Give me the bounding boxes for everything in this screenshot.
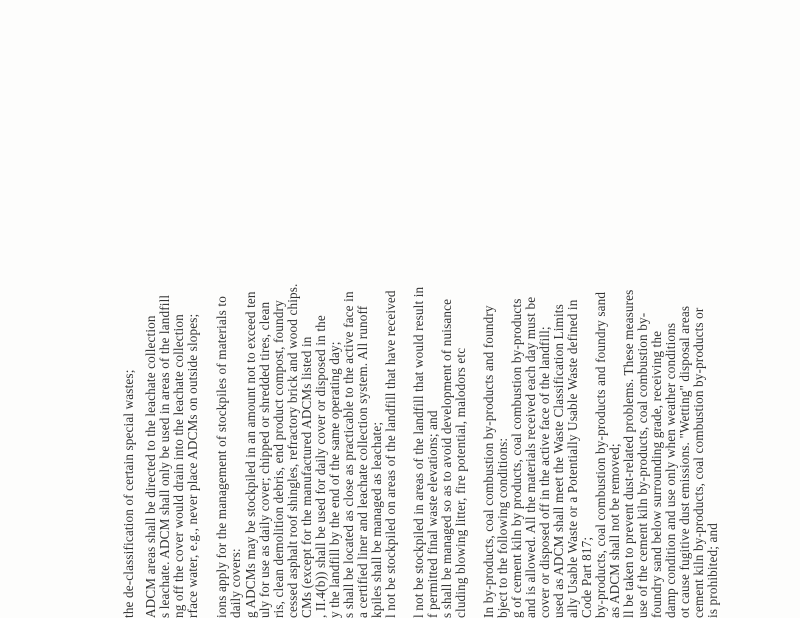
text-line: as ADCM shall not be removed; — [607, 443, 622, 618]
text-line: kpiles shall be managed as leachate; — [369, 421, 384, 618]
text-line: and is allowed. All the materials received each day must be — [523, 296, 538, 618]
text-line: cluding blowing litter, fire potential, malodors etc — [453, 347, 468, 618]
text-line: ADCM areas shall be directed to the leachate collection — [143, 315, 158, 618]
text-line: s leachate. ADCM shall only be used in areas of the landfill — [157, 294, 172, 618]
text-line: the de-classification of certain special wastes; — [121, 369, 136, 618]
text-line: uly for use as daily cover; chipped or shredded tires, clean — [257, 301, 272, 618]
text-line: ally Usable Waste or a Potentially Usable Waste defined in — [565, 299, 580, 618]
text-line: s shall be located as close as practicable to the active face in — [341, 291, 356, 618]
text-line: use of the cement kiln by-products, coal combustion by- — [635, 312, 650, 618]
text-line: foundry sand below surrounding grade, receiving the — [649, 330, 664, 618]
text-line: , II.4(b)) shall be used for daily cover or disposed in the — [313, 315, 328, 618]
text-line: l not be stockpiled on areas of the landfill that have received — [383, 290, 398, 618]
text-line: s shall be managed so as to avoid development of nuisance — [439, 298, 454, 618]
text-line: l not be stockpiled in areas of the landfill that would result in — [411, 286, 426, 618]
text-line: ris, clean demolition debris, end product compost, foundry — [271, 300, 286, 618]
text-line: g of cement kiln by products, coal combustion by-products — [509, 298, 524, 618]
text-line: In by-products, coal combustion by-products and foundry — [481, 305, 496, 618]
text-line: ll be taken to prevent dust-related problems. These measures — [621, 289, 636, 618]
text-line: y the landfill by the end of the same operating day; — [327, 341, 342, 618]
text-line: used as ADCM shall meet the Waste Classification Limits — [551, 304, 566, 618]
text-line: CMs (except for the manufactured ADCMs listed in — [299, 336, 314, 618]
rotated-document-text — [121, 148, 720, 618]
text-line: cement kiln by-products, coal combustion by-products or — [691, 307, 706, 618]
text-line: daily covers: — [228, 548, 243, 618]
text-line: f permitted final waste elevations; and — [425, 410, 440, 618]
text-line: bject to the following conditions: — [495, 437, 510, 618]
text-line: rface water, e.g., never place ADCMs on outside slopes; — [185, 313, 200, 618]
text-line: ions apply for the management of stockpiles of materials to — [214, 296, 229, 618]
text-line: is prohibited; and — [705, 523, 720, 618]
text-line: by-products, coal combustion by-products and foundry sand — [593, 291, 608, 618]
text-line: cover or disposed off in the active face of the landfill; — [537, 326, 552, 618]
text-line: cessed asphalt roof shingles, refractory brick and wood chips. — [285, 283, 300, 618]
text-line: a certified liner and leachate collection system. All runoff — [355, 305, 370, 618]
text-line: ot cause fugitive dust emissions. "Wetting" disposal areas — [677, 305, 692, 618]
text-line: damp condition and use only when weather conditions — [663, 322, 678, 618]
text-line: g ADCMs may be stockpiled in an amount not to exceed ten — [243, 291, 258, 618]
text-line: ng off the cover would drain into the leachate collection — [171, 314, 186, 618]
text-line: Code Part 817; — [579, 536, 594, 618]
